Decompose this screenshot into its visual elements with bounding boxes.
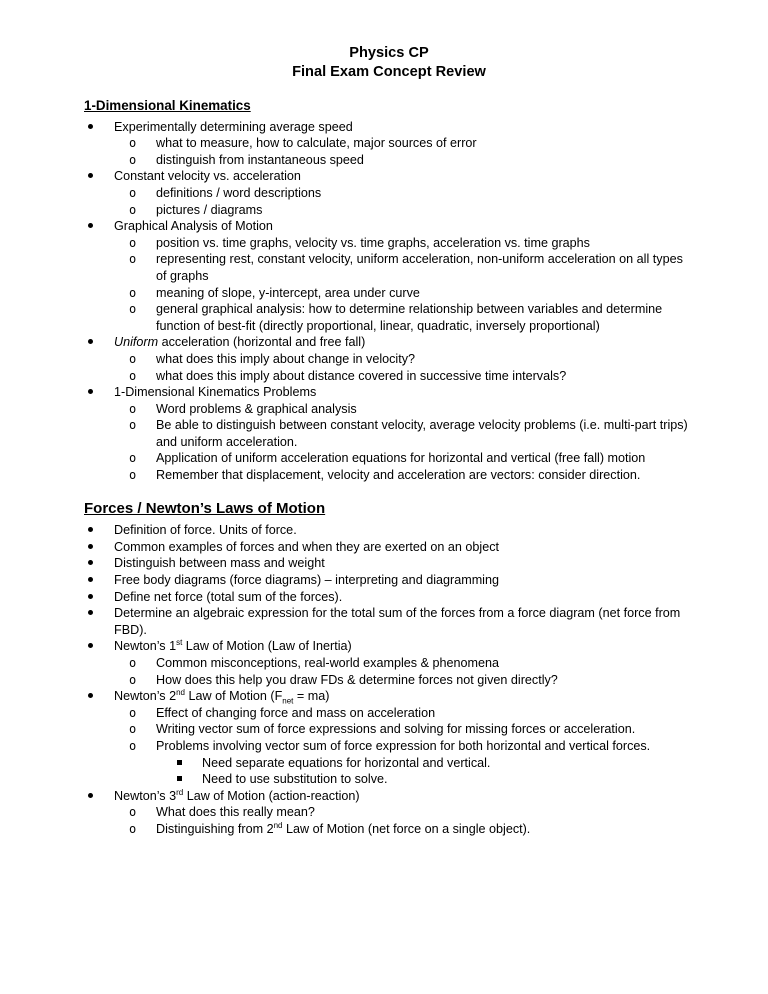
sub-item: o definitions / word descriptions <box>114 185 694 202</box>
sub-item: o Word problems & graphical analysis <box>114 401 694 418</box>
kinematics-list <box>84 119 694 484</box>
section-heading-forces: Forces / Newton’s Laws of Motion <box>84 499 326 517</box>
sub-item: o Be able to distinguish between constant velocity, average velocity problems (i.e. multi-part trips) and uniform acceleration. <box>114 417 694 450</box>
sub-sub-item: Need to use substitution to solve. <box>158 771 694 788</box>
sub-item: o Problems involving vector sum of force expression for both horizontal and vertical forces. <box>114 738 694 755</box>
list-item: Define net force (total sum of the forces). <box>84 589 694 606</box>
sub-item: o Remember that displacement, velocity and acceleration are vectors: consider direction. <box>114 467 694 484</box>
list-item: Common examples of forces and when they are exerted on an object <box>84 539 694 556</box>
list-item: Experimentally determining average speed o what to measure, how to calculate, major sources of error o distinguish from instantaneous speed <box>84 119 694 169</box>
section-heading-kinematics: 1-Dimensional Kinematics <box>84 98 251 113</box>
sub-item: o What does this really mean? <box>114 804 694 821</box>
sub-item: o Writing vector sum of force expressions and solving for missing forces or acceleration. <box>114 721 694 738</box>
title-line-2: Final Exam Concept Review <box>292 64 486 80</box>
list-item: Graphical Analysis of Motion o position vs. time graphs, velocity vs. time graphs, acceleration vs. time graphs o representing rest, constant velocity, uniform acceleration, non-uniform acceleration on all types of graphs o meaning of slope, y-intercept, area under curve o general graphical analysis: how to determine relationship between variables and determine function of best-fit (directly proportional, linear, quadratic, inversely proportional) <box>84 218 694 334</box>
list-item: Uniform acceleration (horizontal and free fall) o what does this imply about change in velocity? o what does this imply about distance covered in successive time intervals? <box>84 334 694 384</box>
sub-item: o pictures / diagrams <box>114 202 694 219</box>
sub-item: o what does this imply about change in velocity? <box>114 351 694 368</box>
sub-item: o general graphical analysis: how to determine relationship between variables and determine function of best-fit (directly proportional, linear, quadratic, inversely proportional) <box>114 301 694 334</box>
sub-item: o representing rest, constant velocity, uniform acceleration, non-uniform acceleration on all types of graphs <box>114 251 694 284</box>
sub-item: o meaning of slope, y-intercept, area under curve <box>114 285 694 302</box>
list-item: 1-Dimensional Kinematics Problems o Word problems & graphical analysis o Be able to distinguish between constant velocity, average velocity problems (i.e. multi-part trips) and uniform acceleration. o Application of uniform acceleration equations for horizontal and vertical (free fall) motion o Remember that displacement, velocity and acceleration are vectors: consider direction. <box>84 384 694 484</box>
list-item: Newton’s 2nd Law of Motion $(F_{net} = ma)$ o Effect of changing force and mass on acceleration o Writing vector sum of force expressions and solving for missing forces or acceleration. o Problems involving vector sum of force expression for both horizontal and vertical forces. Need separate equations for horizontal and vertical. Need to use substitution to solve. <box>84 688 694 788</box>
list-item: Determine an algebraic expression for the total sum of the forces from a force diagram (net force from FBD). <box>84 605 694 638</box>
title-line-1: Physics CP <box>349 45 429 61</box>
list-item: Distinguish between mass and weight <box>84 555 694 572</box>
sub-sub-item: Need separate equations for horizontal and vertical. <box>158 755 694 772</box>
sub-item: o How does this help you draw FDs & determine forces not given directly? <box>114 672 694 689</box>
list-item: Newton’s 3rd Law of Motion (action-reaction) o What does this really mean? o Distinguishing from 2nd Law of Motion (net force on a single object). <box>84 788 694 838</box>
list-item: Free body diagrams (force diagrams) – interpreting and diagramming <box>84 572 694 589</box>
forces-list <box>84 522 694 837</box>
list-item: Constant velocity vs. acceleration o definitions / word descriptions o pictures / diagrams <box>84 168 694 218</box>
sub-item: o Application of uniform acceleration equations for horizontal and vertical (free fall) motion <box>114 450 694 467</box>
sub-item: o what to measure, how to calculate, major sources of error <box>114 135 694 152</box>
sub-item: o Common misconceptions, real-world examples & phenomena <box>114 655 694 672</box>
list-item: Newton’s 1st Law of Motion (Law of Inertia) o Common misconceptions, real-world examples & phenomena o How does this help you draw FDs & determine forces not given directly? <box>84 638 694 688</box>
sub-item: o Effect of changing force and mass on acceleration <box>114 705 694 722</box>
sub-item: o distinguish from instantaneous speed <box>114 152 694 169</box>
document-title <box>84 44 694 82</box>
sub-item: o position vs. time graphs, velocity vs. time graphs, acceleration vs. time graphs <box>114 235 694 252</box>
list-item: Definition of force. Units of force. <box>84 522 694 539</box>
sub-item: o Distinguishing from 2nd Law of Motion (net force on a single object). <box>114 821 694 838</box>
sub-item: o what does this imply about distance covered in successive time intervals? <box>114 368 694 385</box>
